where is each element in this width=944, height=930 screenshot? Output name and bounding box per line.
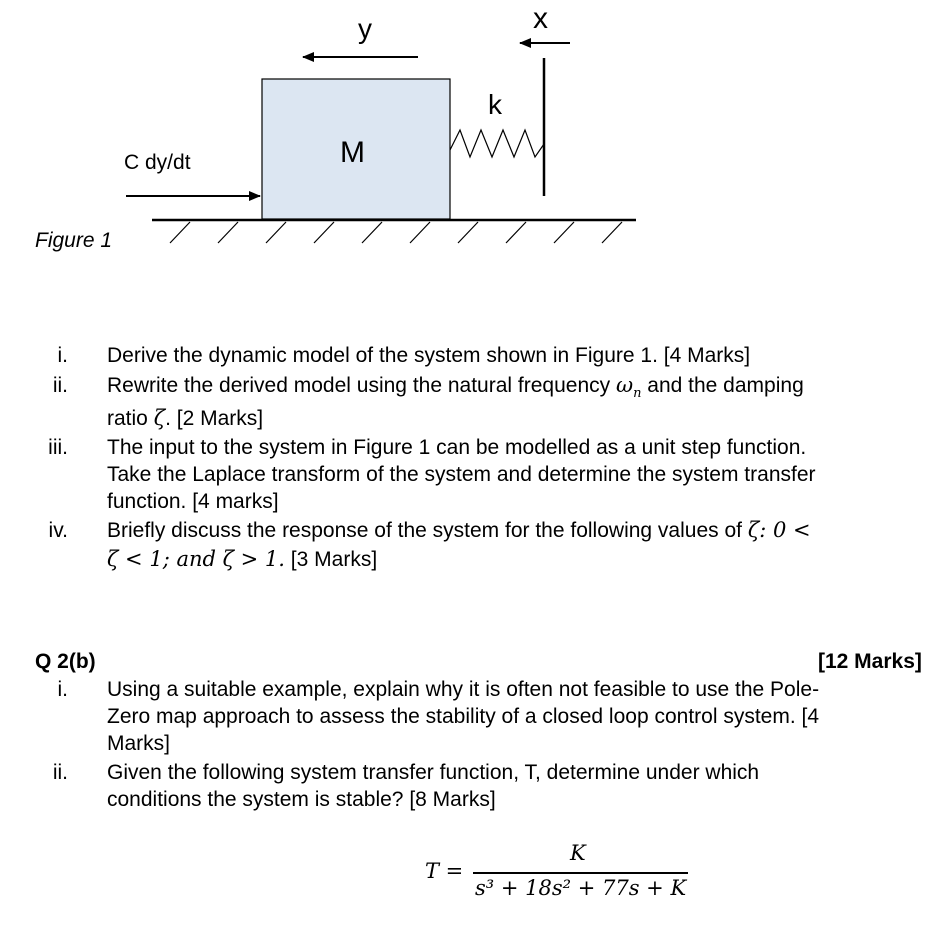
question-text: Derive the dynamic model of the system shown in Figure 1. [4 Marks]: [107, 344, 751, 367]
subscript-n: n: [633, 386, 642, 402]
text-fragment: and the damping: [641, 374, 804, 397]
equation-lhs: T =: [425, 859, 464, 883]
text-fragment: Briefly discuss the response of the system for the following values of: [107, 519, 748, 542]
omega-symbol: ω: [615, 373, 634, 397]
math-fragment: ζ < 1; and ζ > 1.: [107, 547, 285, 571]
question-text: [107, 405, 263, 432]
damper-label: C dy/dt: [124, 151, 191, 174]
equation-denominator: s³ + 18s² + 77s + K: [475, 876, 687, 900]
item-number: i.: [57, 344, 68, 367]
spring: [450, 130, 544, 157]
section-marks: [12 Marks]: [818, 650, 922, 673]
ground-hatching: [170, 222, 622, 243]
question-text: The input to the system in Figure 1 can be modelled as a unit step function.: [107, 436, 807, 459]
item-number: iv.: [48, 519, 68, 542]
item-number: ii.: [52, 761, 68, 784]
y-label: y: [358, 13, 372, 44]
question-text: [107, 372, 804, 407]
fraction-bar: [473, 872, 688, 874]
zeta-symbol: ζ: [153, 406, 166, 430]
text-fragment: [3 Marks]: [284, 548, 378, 571]
item-number: i.: [57, 678, 68, 701]
text-fragment: Rewrite the derived model using the natural frequency: [107, 374, 616, 397]
figure-caption: Figure 1: [35, 229, 113, 252]
math-fragment: ζ: 0 <: [747, 518, 811, 542]
question-text: [107, 546, 377, 573]
question-text: Take the Laplace transform of the system and determine the system transfer: [107, 463, 816, 486]
question-text: Given the following system transfer function, T, determine under which: [107, 761, 760, 784]
item-number: ii.: [52, 374, 68, 397]
question-text: [107, 517, 811, 544]
item-number: iii.: [48, 436, 68, 459]
transfer-function-equation: [425, 838, 695, 908]
text-fragment: ratio: [107, 407, 154, 430]
question-text: Using a suitable example, explain why it is often not feasible to use the Pole-: [107, 678, 820, 701]
spring-label: k: [488, 89, 502, 120]
mass-label: M: [340, 136, 365, 169]
question-text: Zero map approach to assess the stability of a closed loop control system. [4: [107, 705, 820, 728]
question-text: conditions the system is stable? [8 Marks]: [107, 788, 496, 811]
question-text: function. [4 marks]: [107, 490, 279, 513]
mass-spring-damper-figure: [0, 0, 944, 300]
section-heading: Q 2(b): [35, 650, 96, 673]
x-label: x: [533, 2, 548, 35]
text-fragment: . [2 Marks]: [165, 407, 264, 430]
question-text: Marks]: [107, 732, 170, 755]
equation-numerator: K: [570, 841, 586, 865]
